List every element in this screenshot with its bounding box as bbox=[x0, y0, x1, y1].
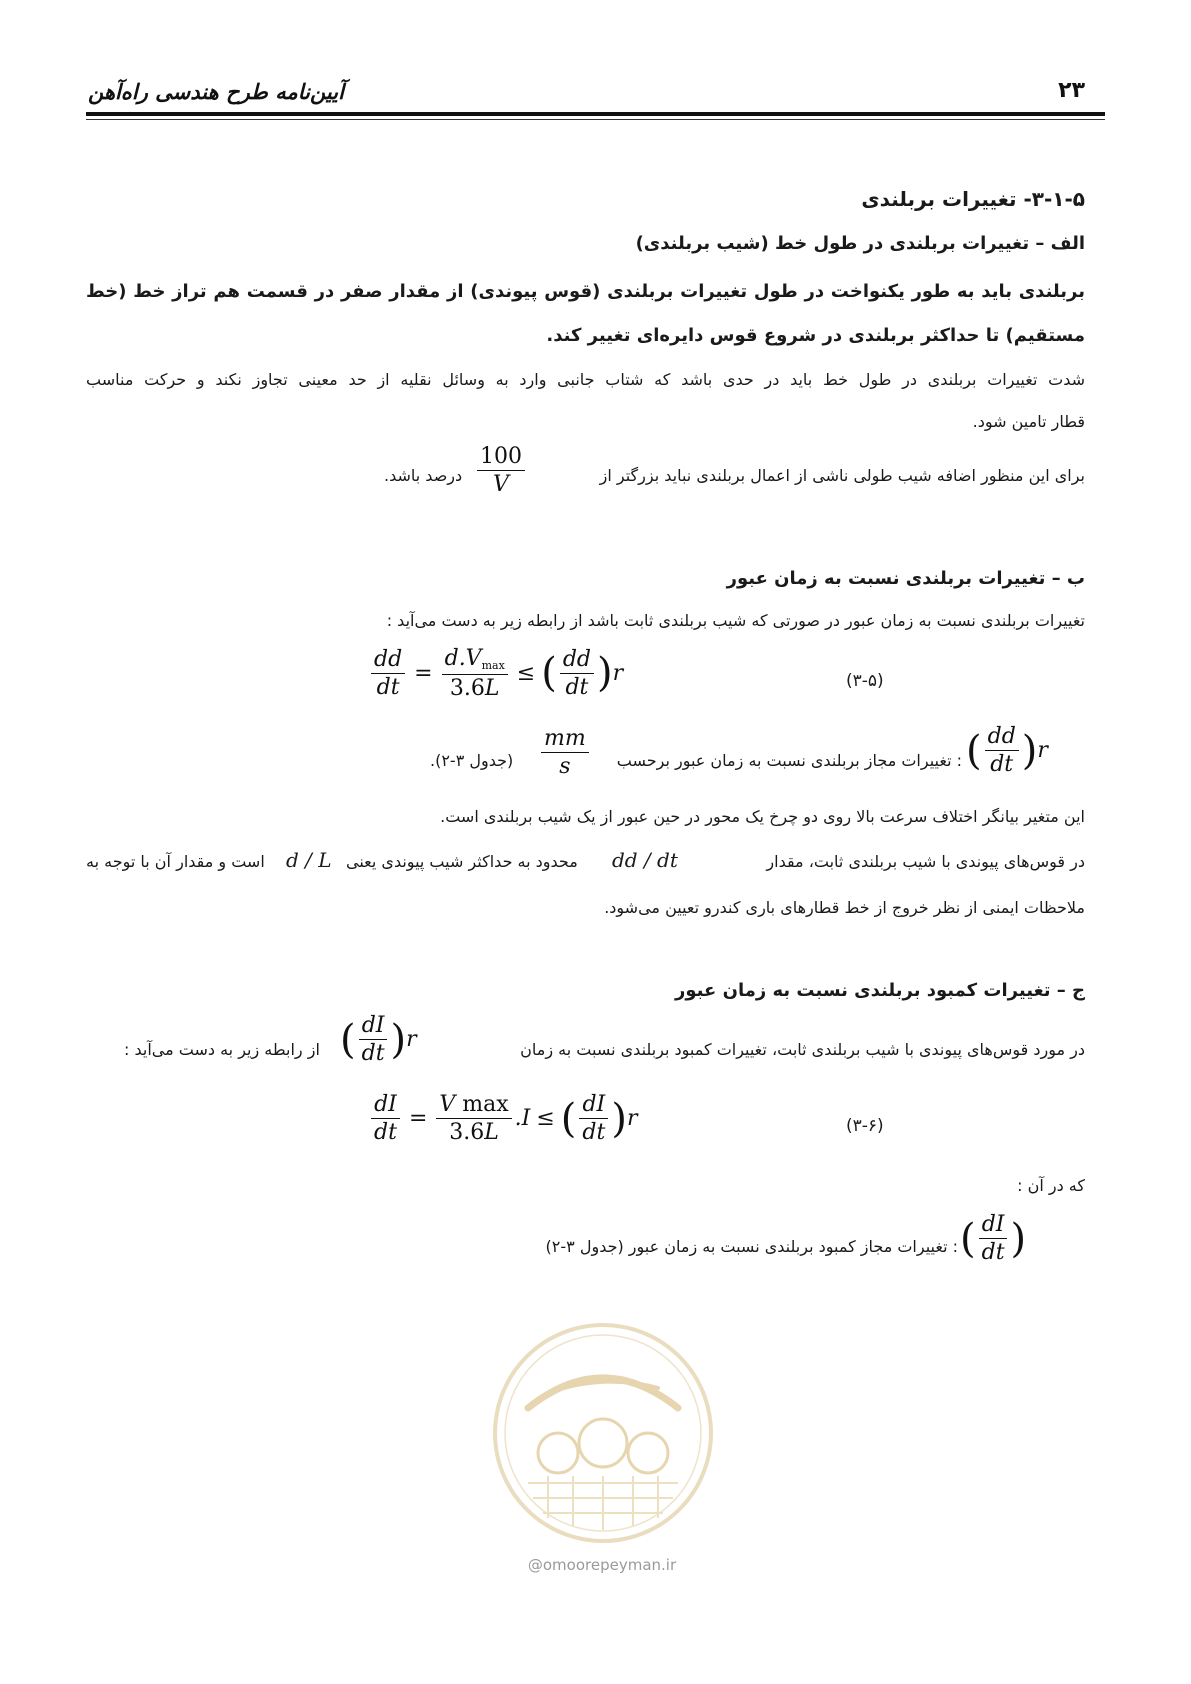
part-a-para1-line2: مستقیم) تا حداکثر بربلندی در شروع قوس دایره‌ای تغییر کند. bbox=[546, 325, 1085, 346]
part-a-heading: الف – تغییرات بربلندی در طول خط (شیب بربلندی) bbox=[635, 233, 1085, 254]
header-rule-thick bbox=[86, 112, 1105, 116]
part-a-para2-line1: شدت تغییرات بربلندی در طول خط باید در حدی باشد که شتاب جانبی وارد به وسائل نقلیه از حد معینی تجاوز نکند و حرکت مناسب bbox=[86, 370, 1085, 389]
part-b-para-line2: ملاحظات ایمنی از نظر خروج از خط قطارهای باری کندرو تعیین می‌شود. bbox=[604, 898, 1085, 917]
part-b-definition-text: : تغییرات مجاز بربلندی نسبت به زمان عبور برحسب bbox=[616, 751, 962, 770]
part-a-para2-line2: قطار تامین شود. bbox=[972, 412, 1085, 431]
section-heading: ۳-۱-۵- تغییرات بربلندی bbox=[861, 187, 1085, 211]
symbol-di-dt-r: ( $\frac{dI}{dt}$ ) r bbox=[340, 1013, 417, 1067]
part-c-where: که در آن : bbox=[1017, 1176, 1085, 1195]
running-header-title: آیین‌نامه طرح هندسی راه‌آهن bbox=[88, 80, 344, 104]
page-number: ۲۳ bbox=[1058, 78, 1085, 103]
header-rule-thin bbox=[86, 119, 1105, 120]
fraction-100-over-v bbox=[474, 444, 528, 498]
fraction-numerator: 100 bbox=[477, 444, 525, 471]
equation-3-5: $\frac{dd}{dt}$ = $\frac{d.V_{max}}{3.6L}$ ≤ ( $\frac{dd}{dt}$ ) r bbox=[368, 646, 623, 701]
part-a-para3-before: برای این منظور اضافه شیب طولی ناشی از اعمال بربلندی نباید بزرگتر از bbox=[599, 466, 1085, 485]
fraction-denominator: V bbox=[493, 472, 509, 498]
equation-3-6: $\frac{dI}{dt}$ = $\frac{\text{V max}}{3.6L}$ .I ≤ ( $\frac{dI}{dt}$ ) r bbox=[368, 1092, 637, 1146]
part-a-para3-after: درصد باشد. bbox=[384, 466, 463, 485]
part-b-heading: ب – تغییرات بربلندی نسبت به زمان عبور bbox=[726, 568, 1085, 589]
part-a-para1-line1: بربلندی باید به طور یکنواخت در طول تغییرات بربلندی (قوس پیوندی) از مقدار صفر در قسمت هم تراز خط (خط bbox=[86, 281, 1085, 302]
equation-number-3-6: (۳-۶) bbox=[846, 1116, 884, 1136]
part-c-definition-text: : تغییرات مجاز کمبود بربلندی نسبت به زمان عبور (جدول ۳-۲) bbox=[545, 1237, 958, 1256]
part-b-note: این متغیر بیانگر اختلاف سرعت بالا روی دو چرخ یک محور در حین عبور از یک شیب بربلندی است. bbox=[440, 807, 1085, 826]
equation-number-3-5: (۳-۵) bbox=[846, 671, 884, 691]
part-b-intro: تغییرات بربلندی نسبت به زمان عبور در صورتی که شیب بربلندی ثابت باشد از رابطه زیر به دست می‌آید : bbox=[386, 611, 1085, 630]
inline-math-dd-dt: dd / dt bbox=[612, 848, 678, 872]
definition-symbol-di-dt: ( $\frac{dI}{dt}$ ) bbox=[960, 1212, 1027, 1266]
watermark-logo bbox=[488, 1318, 718, 1548]
part-c-heading: ج – تغییرات کمبود بربلندی نسبت به زمان عبور bbox=[675, 980, 1085, 1001]
unit-mm-per-s: $\frac{mm}{s}$ bbox=[538, 726, 592, 780]
watermark-url: @omoorepeyman.ir bbox=[527, 1556, 677, 1574]
part-b-para-line1-c: است و مقدار آن با توجه به bbox=[86, 852, 265, 871]
part-c-intro-a: در مورد قوس‌های پیوندی با شیب بربلندی ثابت، تغییرات کمبود بربلندی نسبت به زمان bbox=[520, 1040, 1085, 1059]
definition-symbol-dd-dt-r: ( $\frac{dd}{dt}$ ) r bbox=[966, 724, 1048, 778]
part-b-para-line1-b: محدود به حداکثر شیب پیوندی یعنی bbox=[346, 852, 578, 871]
part-b-para-line1-a: در قوس‌های پیوندی با شیب بربلندی ثابت، مقدار bbox=[766, 852, 1085, 871]
part-c-intro-b: از رابطه زیر به دست می‌آید : bbox=[124, 1040, 320, 1059]
inline-math-d-l: d / L bbox=[286, 848, 332, 872]
part-b-definition-ref: (جدول ۳-۲). bbox=[430, 751, 514, 770]
